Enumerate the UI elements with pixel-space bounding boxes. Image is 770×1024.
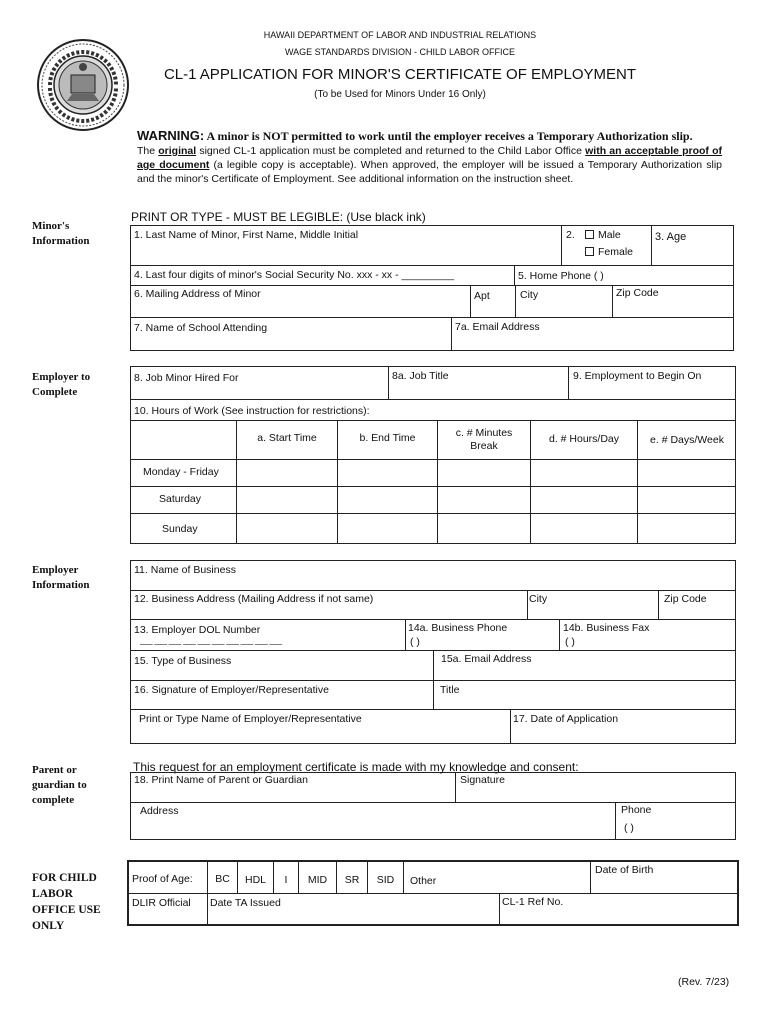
section-employer-to-complete: Employer to Complete	[32, 371, 91, 398]
business-zip-field[interactable]: Zip Code	[664, 593, 707, 605]
parent-phone-field[interactable]: Phone	[621, 804, 652, 816]
apt-field[interactable]: Apt	[474, 290, 490, 302]
section-minor-information: Minor's Information	[32, 220, 90, 247]
division-name: WAGE STANDARDS DIVISION - CHILD LABOR OFFICE	[284, 47, 516, 57]
state-seal-icon	[36, 38, 130, 132]
school-field[interactable]: 7. Name of School Attending	[134, 322, 268, 334]
date-ta-issued-field[interactable]: Date TA Issued	[210, 897, 281, 909]
col-days-week: e. # Days/Week	[650, 434, 724, 446]
business-name-field[interactable]: 11. Name of Business	[134, 564, 236, 576]
proof-option-hdl[interactable]: HDL	[244, 874, 266, 886]
minor-name-field[interactable]: 1. Last Name of Minor, First Name, Middle Initial	[134, 229, 359, 241]
employer-signature-field[interactable]: 16. Signature of Employer/Representative	[134, 684, 329, 696]
job-title-field[interactable]: 8a. Job Title	[392, 370, 449, 382]
parent-signature-field[interactable]: Signature	[460, 774, 505, 786]
instructions-paragraph: The original signed CL-1 application must be completed and returned to the Child Labor Office with an acceptable proof of age document (a legible copy is acceptable). When approved, the employer will be issued a Temporary Authorization slip and the minor's Certificate of Employment. See additional information on the instruction sheet.	[137, 145, 722, 185]
application-date-field[interactable]: 17. Date of Application	[513, 713, 619, 725]
row-monday-friday: Monday - Friday	[143, 466, 219, 478]
date-of-birth-field[interactable]: Date of Birth	[595, 864, 654, 876]
business-city-field[interactable]: City	[529, 593, 548, 605]
employer-title-field[interactable]: Title	[440, 684, 460, 696]
proof-option-bc[interactable]: BC	[215, 873, 230, 885]
gender-label: 2.	[566, 229, 575, 241]
hours-of-work-label: 10. Hours of Work (See instruction for restrictions):	[134, 405, 370, 417]
form-subtitle: (To be Used for Minors Under 16 Only)	[314, 89, 486, 100]
parent-phone-paren: ( )	[624, 822, 634, 834]
business-phone-paren: ( )	[410, 636, 420, 648]
business-fax-paren: ( )	[565, 636, 575, 648]
home-phone-field[interactable]: 5. Home Phone ( )	[518, 270, 604, 282]
minor-email-field[interactable]: 7a. Email Address	[455, 321, 540, 333]
section-office-use: FOR CHILD LABOR OFFICE USE ONLY	[32, 872, 101, 932]
warning-text: A minor is NOT permitted to work until the employer receives a Temporary Authorization slip.	[204, 129, 693, 143]
col-minutes-break: c. # Minutes Break	[455, 427, 513, 452]
section-parent-guardian: Parent or guardian to complete	[32, 764, 87, 806]
cl1-ref-no-field[interactable]: CL-1 Ref No.	[502, 896, 564, 908]
proof-option-i[interactable]: I	[284, 874, 288, 886]
employer-print-name-field[interactable]: Print or Type Name of Employer/Representative	[139, 713, 362, 725]
dol-number-blanks: ___ ___ ___ ___ ___ ___ ___ ___ ___ ___	[140, 636, 282, 645]
revision-label: (Rev. 7/23)	[678, 976, 730, 988]
warning-label: WARNING:	[137, 128, 205, 143]
col-start-time: a. Start Time	[257, 432, 317, 444]
department-name: HAWAII DEPARTMENT OF LABOR AND INDUSTRIAL RELATIONS	[263, 30, 537, 40]
employment-start-field[interactable]: 9. Employment to Begin On	[573, 370, 702, 382]
consent-statement: This request for an employment certificate is made with my knowledge and consent:	[133, 760, 579, 774]
proof-option-sr[interactable]: SR	[344, 874, 360, 886]
minor-zip-field[interactable]: Zip Code	[616, 287, 659, 299]
business-fax-field[interactable]: 14b. Business Fax	[563, 622, 650, 634]
business-address-field[interactable]: 12. Business Address (Mailing Address if not same)	[134, 593, 374, 605]
dlir-official-field[interactable]: DLIR Official	[132, 897, 191, 909]
male-checkbox[interactable]: Male	[585, 229, 621, 241]
form-title: CL-1 APPLICATION FOR MINOR'S CERTIFICATE OF EMPLOYMENT	[163, 66, 637, 83]
proof-option-other[interactable]: Other	[410, 875, 437, 887]
col-end-time: b. End Time	[359, 432, 416, 444]
business-type-field[interactable]: 15. Type of Business	[134, 655, 232, 667]
parent-name-field[interactable]: 18. Print Name of Parent or Guardian	[134, 774, 308, 786]
business-email-field[interactable]: 15a. Email Address	[441, 653, 532, 665]
female-checkbox[interactable]: Female	[585, 246, 633, 258]
print-note: PRINT OR TYPE - MUST BE LEGIBLE: (Use black ink)	[131, 210, 426, 224]
job-hired-for-field[interactable]: 8. Job Minor Hired For	[134, 372, 239, 384]
employment-box	[130, 366, 736, 544]
checkbox-icon	[585, 230, 594, 239]
proof-option-mid[interactable]: MID	[307, 874, 328, 886]
row-sunday: Sunday	[162, 523, 198, 535]
age-field[interactable]: 3. Age	[655, 231, 687, 243]
proof-option-sid[interactable]: SID	[376, 874, 395, 886]
parent-address-field[interactable]: Address	[140, 805, 179, 817]
minor-city-field[interactable]: City	[520, 289, 539, 301]
proof-of-age-label: Proof of Age:	[132, 873, 193, 885]
checkbox-icon	[585, 247, 594, 256]
mailing-address-field[interactable]: 6. Mailing Address of Minor	[134, 288, 261, 300]
warning-line	[137, 128, 722, 144]
row-saturday: Saturday	[159, 493, 202, 505]
dol-number-field[interactable]: 13. Employer DOL Number	[134, 624, 261, 636]
section-employer-information: Employer Information	[32, 564, 90, 591]
col-hours-day: d. # Hours/Day	[548, 433, 620, 445]
business-phone-field[interactable]: 14a. Business Phone	[408, 622, 508, 634]
ssn-field[interactable]: 4. Last four digits of minor's Social Security No. xxx - xx - _________	[134, 269, 455, 281]
